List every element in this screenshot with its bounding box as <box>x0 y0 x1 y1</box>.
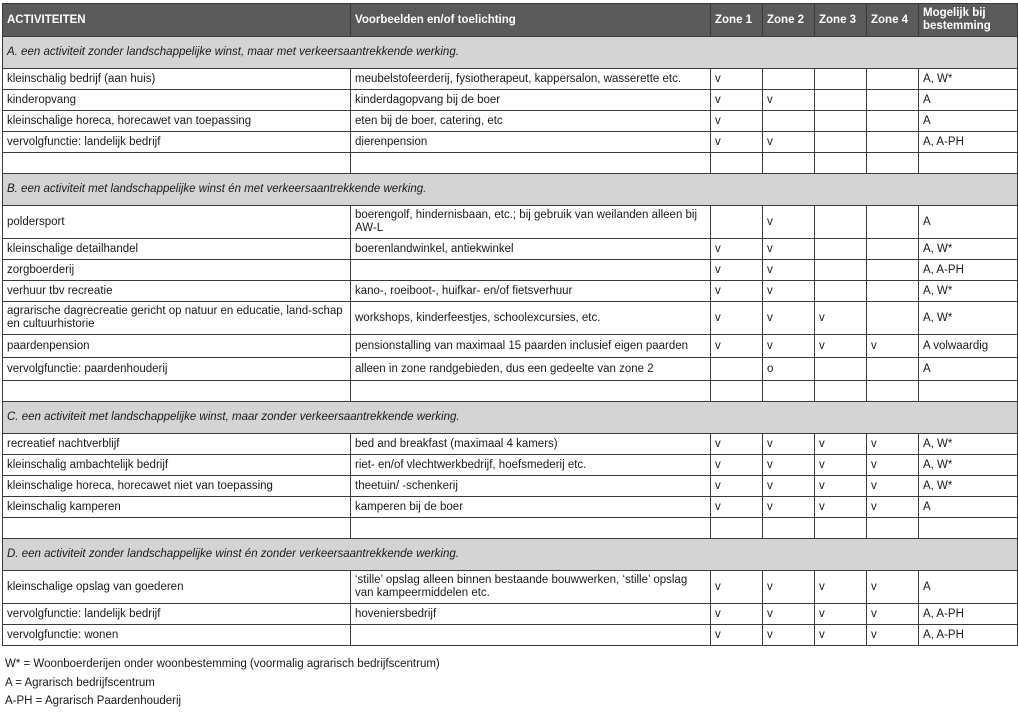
cell-zone-4: v <box>867 625 919 646</box>
cell-bestemming: A, W* <box>919 239 1018 260</box>
header-mogelijk-bij-bestemming: Mogelijk bij bestemming <box>919 4 1018 37</box>
header-zone-4: Zone 4 <box>867 4 919 37</box>
cell-bestemming: A, W* <box>919 455 1018 476</box>
cell-zone-4 <box>867 69 919 90</box>
cell-empty <box>919 381 1018 402</box>
table-row <box>3 497 1018 518</box>
cell-zone-1 <box>711 358 763 381</box>
cell-empty <box>351 381 711 402</box>
section-header <box>3 402 1018 434</box>
cell-toelichting: pensionstalling van maximaal 15 paarden inclusief eigen paarden <box>351 335 711 358</box>
cell-zone-2: o <box>763 358 815 381</box>
section-title: B. een activiteit met landschappelijke winst én met verkeersaantrekkende werking. <box>3 174 1018 206</box>
cell-zone-2: v <box>763 90 815 111</box>
cell-zone-2: v <box>763 455 815 476</box>
cell-toelichting <box>351 625 711 646</box>
cell-toelichting: meubelstofeerderij, fysiotherapeut, kappersalon, wasserette etc. <box>351 69 711 90</box>
cell-zone-4: v <box>867 476 919 497</box>
cell-activity: paardenpension <box>3 335 351 358</box>
cell-empty <box>3 381 351 402</box>
cell-zone-1: v <box>711 455 763 476</box>
cell-bestemming: A volwaardig <box>919 335 1018 358</box>
cell-zone-2 <box>763 111 815 132</box>
section-title: A. een activiteit zonder landschappelijke winst, maar met verkeersaantrekkende werking. <box>3 37 1018 69</box>
cell-empty <box>919 518 1018 539</box>
cell-zone-4 <box>867 302 919 335</box>
cell-zone-1: v <box>711 604 763 625</box>
cell-bestemming: A, W* <box>919 69 1018 90</box>
cell-toelichting: hoveniersbedrijf <box>351 604 711 625</box>
cell-activity: kleinschalige horeca, horecawet van toepassing <box>3 111 351 132</box>
cell-zone-2: v <box>763 132 815 153</box>
cell-activity: poldersport <box>3 206 351 239</box>
cell-activity: kleinschalige horeca, horecawet niet van toepassing <box>3 476 351 497</box>
cell-zone-4: v <box>867 434 919 455</box>
cell-empty <box>763 518 815 539</box>
cell-toelichting: boerengolf, hindernisbaan, etc.; bij gebruik van weilanden alleen bij AW-L <box>351 206 711 239</box>
cell-activity: kleinschalig ambachtelijk bedrijf <box>3 455 351 476</box>
cell-bestemming: A, A-PH <box>919 260 1018 281</box>
section-header <box>3 174 1018 206</box>
cell-zone-3 <box>815 206 867 239</box>
cell-zone-3 <box>815 239 867 260</box>
cell-zone-2: v <box>763 476 815 497</box>
cell-zone-3 <box>815 260 867 281</box>
cell-zone-4 <box>867 111 919 132</box>
table-row <box>3 434 1018 455</box>
footnotes <box>5 655 440 711</box>
cell-empty <box>815 381 867 402</box>
cell-zone-2: v <box>763 625 815 646</box>
cell-bestemming: A, W* <box>919 302 1018 335</box>
cell-zone-3: v <box>815 571 867 604</box>
cell-empty <box>815 153 867 174</box>
cell-bestemming: A <box>919 571 1018 604</box>
cell-zone-1: v <box>711 434 763 455</box>
cell-bestemming: A <box>919 90 1018 111</box>
cell-zone-1: v <box>711 571 763 604</box>
cell-empty <box>867 381 919 402</box>
cell-zone-3 <box>815 69 867 90</box>
table-row <box>3 358 1018 381</box>
footnote-a-ph: A-PH = Agrarisch Paardenhouderij <box>5 695 182 707</box>
cell-bestemming: A, A-PH <box>919 604 1018 625</box>
cell-empty <box>711 518 763 539</box>
cell-zone-3: v <box>815 302 867 335</box>
cell-bestemming: A, A-PH <box>919 625 1018 646</box>
header-zone-1: Zone 1 <box>711 4 763 37</box>
cell-activity: kleinschalige detailhandel <box>3 239 351 260</box>
cell-toelichting: alleen in zone randgebieden, dus een gedeelte van zone 2 <box>351 358 711 381</box>
table-row <box>3 260 1018 281</box>
cell-bestemming: A, W* <box>919 281 1018 302</box>
cell-toelichting: dierenpension <box>351 132 711 153</box>
table-row <box>3 625 1018 646</box>
cell-zone-4 <box>867 90 919 111</box>
cell-toelichting: kinderdagopvang bij de boer <box>351 90 711 111</box>
blank-row <box>3 153 1018 174</box>
table-row <box>3 132 1018 153</box>
section-header <box>3 539 1018 571</box>
cell-zone-2: v <box>763 239 815 260</box>
cell-zone-2: v <box>763 434 815 455</box>
cell-zone-1: v <box>711 260 763 281</box>
cell-empty <box>3 518 351 539</box>
table-body <box>3 37 1018 646</box>
cell-empty <box>763 153 815 174</box>
cell-zone-4 <box>867 358 919 381</box>
cell-empty <box>867 518 919 539</box>
cell-bestemming: A <box>919 111 1018 132</box>
cell-zone-3: v <box>815 335 867 358</box>
cell-zone-4: v <box>867 497 919 518</box>
cell-empty <box>815 518 867 539</box>
cell-zone-3 <box>815 90 867 111</box>
header-zone-2: Zone 2 <box>763 4 815 37</box>
cell-zone-2: v <box>763 335 815 358</box>
cell-zone-1: v <box>711 239 763 260</box>
table-row <box>3 111 1018 132</box>
table-row <box>3 281 1018 302</box>
cell-zone-2: v <box>763 497 815 518</box>
cell-bestemming: A, W* <box>919 434 1018 455</box>
cell-empty <box>763 381 815 402</box>
cell-zone-1: v <box>711 111 763 132</box>
footnote-w-star: W* = Woonboerderijen onder woonbestemming (voormalig agrarisch bedrijfscentrum) <box>5 658 440 670</box>
cell-activity: recreatief nachtverblijf <box>3 434 351 455</box>
section-title: C. een activiteit met landschappelijke winst, maar zonder verkeersaantrekkende werking. <box>3 402 1018 434</box>
cell-zone-2: v <box>763 604 815 625</box>
blank-row <box>3 518 1018 539</box>
cell-toelichting: ‘stille’ opslag alleen binnen bestaande bouwwerken, ‘stille’ opslag van kampeermiddelen etc. <box>351 571 711 604</box>
cell-toelichting: bed and breakfast (maximaal 4 kamers) <box>351 434 711 455</box>
cell-toelichting: kamperen bij de boer <box>351 497 711 518</box>
cell-activity: kleinschalige opslag van goederen <box>3 571 351 604</box>
cell-activity: kleinschalig bedrijf (aan huis) <box>3 69 351 90</box>
cell-empty <box>711 381 763 402</box>
cell-toelichting: riet- en/of vlechtwerkbedrijf, hoefsmederij etc. <box>351 455 711 476</box>
table-row <box>3 335 1018 358</box>
cell-zone-4 <box>867 239 919 260</box>
cell-zone-4: v <box>867 571 919 604</box>
cell-toelichting: workshops, kinderfeestjes, schoolexcursies, etc. <box>351 302 711 335</box>
cell-zone-2: v <box>763 260 815 281</box>
cell-zone-1: v <box>711 625 763 646</box>
cell-empty <box>351 153 711 174</box>
cell-activity: zorgboerderij <box>3 260 351 281</box>
activities-table <box>2 3 1018 646</box>
cell-zone-1: v <box>711 497 763 518</box>
cell-zone-4 <box>867 206 919 239</box>
cell-empty <box>3 153 351 174</box>
cell-activity: vervolgfunctie: paardenhouderij <box>3 358 351 381</box>
cell-zone-1: v <box>711 90 763 111</box>
cell-zone-1: v <box>711 335 763 358</box>
cell-toelichting <box>351 260 711 281</box>
header-row <box>3 4 1018 37</box>
cell-zone-1: v <box>711 132 763 153</box>
cell-zone-3 <box>815 111 867 132</box>
cell-zone-4: v <box>867 335 919 358</box>
cell-zone-3: v <box>815 455 867 476</box>
cell-bestemming: A <box>919 206 1018 239</box>
cell-bestemming: A, W* <box>919 476 1018 497</box>
section-title: D. een activiteit zonder landschappelijke winst én zonder verkeersaantrekkende werking. <box>3 539 1018 571</box>
blank-row <box>3 381 1018 402</box>
table-row <box>3 571 1018 604</box>
cell-bestemming: A <box>919 497 1018 518</box>
table-row <box>3 455 1018 476</box>
cell-activity: vervolgfunctie: landelijk bedrijf <box>3 132 351 153</box>
table-row <box>3 239 1018 260</box>
cell-activity: kleinschalig kamperen <box>3 497 351 518</box>
cell-zone-4: v <box>867 455 919 476</box>
cell-zone-4 <box>867 281 919 302</box>
cell-zone-1: v <box>711 476 763 497</box>
cell-toelichting: boerenlandwinkel, antiekwinkel <box>351 239 711 260</box>
header-activiteiten: ACTIVITEITEN <box>3 4 351 37</box>
table-row <box>3 302 1018 335</box>
cell-zone-3 <box>815 281 867 302</box>
cell-zone-3: v <box>815 434 867 455</box>
table-row <box>3 90 1018 111</box>
cell-zone-4: v <box>867 604 919 625</box>
cell-empty <box>351 518 711 539</box>
cell-activity: vervolgfunctie: wonen <box>3 625 351 646</box>
cell-empty <box>711 153 763 174</box>
cell-zone-1: v <box>711 281 763 302</box>
cell-zone-4 <box>867 260 919 281</box>
cell-bestemming: A <box>919 358 1018 381</box>
cell-activity: vervolgfunctie: landelijk bedrijf <box>3 604 351 625</box>
cell-zone-3: v <box>815 625 867 646</box>
cell-empty <box>919 153 1018 174</box>
cell-zone-2 <box>763 69 815 90</box>
cell-toelichting: theetuin/ -schenkerij <box>351 476 711 497</box>
cell-toelichting: eten bij de boer, catering, etc <box>351 111 711 132</box>
cell-zone-3 <box>815 358 867 381</box>
cell-empty <box>867 153 919 174</box>
header-zone-3: Zone 3 <box>815 4 867 37</box>
cell-zone-3: v <box>815 476 867 497</box>
cell-activity: kinderopvang <box>3 90 351 111</box>
cell-activity: agrarische dagrecreatie gericht op natuur en educatie, land-schap en cultuurhistorie <box>3 302 351 335</box>
cell-zone-4 <box>867 132 919 153</box>
header-voorbeelden: Voorbeelden en/of toelichting <box>351 4 711 37</box>
cell-zone-1: v <box>711 302 763 335</box>
cell-zone-3 <box>815 132 867 153</box>
cell-zone-2: v <box>763 302 815 335</box>
footnote-a: A = Agrarisch bedrijfscentrum <box>5 676 155 689</box>
cell-activity: verhuur tbv recreatie <box>3 281 351 302</box>
table-row <box>3 206 1018 239</box>
cell-zone-1 <box>711 206 763 239</box>
cell-toelichting: kano-, roeiboot-, huifkar- en/of fietsverhuur <box>351 281 711 302</box>
section-header <box>3 37 1018 69</box>
cell-bestemming: A, A-PH <box>919 132 1018 153</box>
table-row <box>3 476 1018 497</box>
cell-zone-1: v <box>711 69 763 90</box>
cell-zone-2: v <box>763 571 815 604</box>
table-row <box>3 69 1018 90</box>
cell-zone-3: v <box>815 497 867 518</box>
cell-zone-2: v <box>763 206 815 239</box>
table-row <box>3 604 1018 625</box>
cell-zone-2: v <box>763 281 815 302</box>
cell-zone-3: v <box>815 604 867 625</box>
